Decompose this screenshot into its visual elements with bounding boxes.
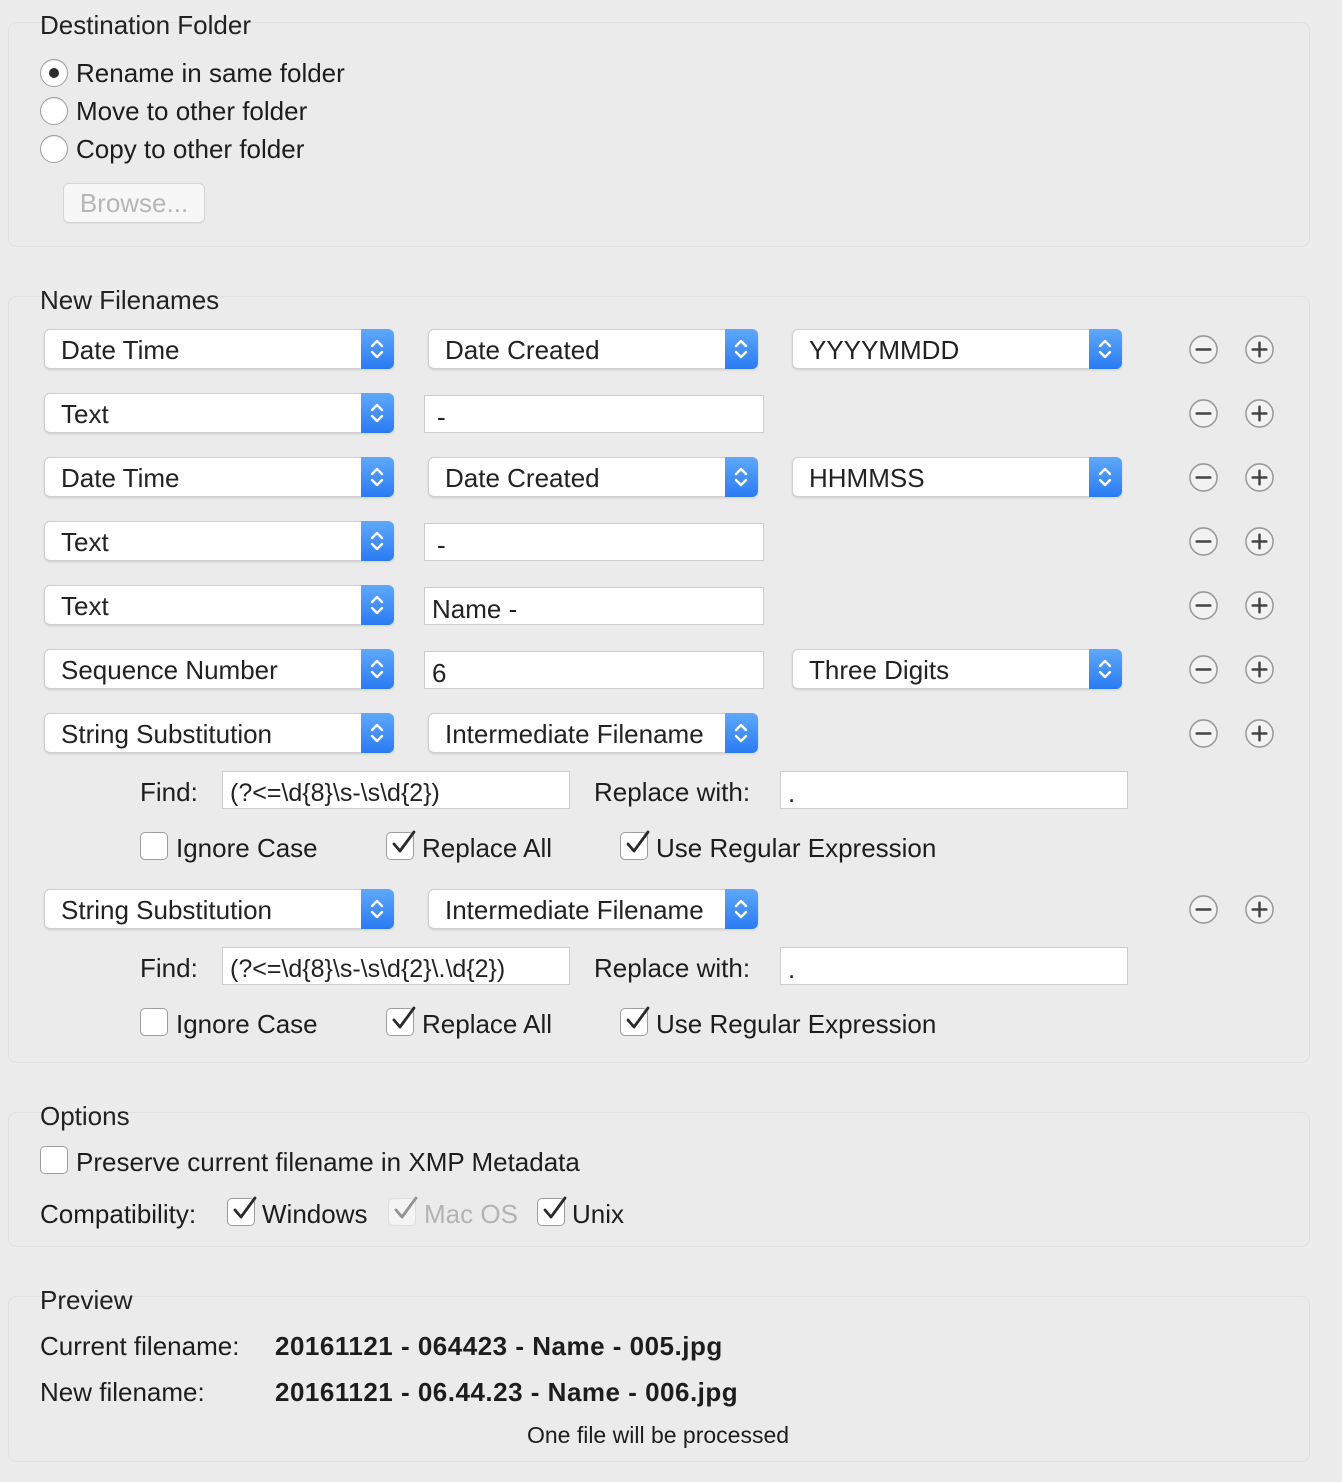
unix-label[interactable]: Unix (572, 1199, 625, 1229)
row8-regex-checkbox[interactable] (620, 1008, 648, 1036)
popup-arrows-icon (725, 889, 758, 929)
checkmark-icon (540, 1195, 568, 1223)
windows-label[interactable]: Windows (262, 1199, 368, 1229)
row7-add-icon[interactable] (1244, 718, 1275, 749)
row5-text-field[interactable]: Name - (424, 587, 764, 625)
popup-arrows-icon (1089, 457, 1122, 497)
checkmark-icon (391, 1195, 419, 1223)
row4-type-popup[interactable] (44, 521, 394, 561)
row5-type-value: Text (61, 591, 109, 621)
preserve-filename-checkbox[interactable] (40, 1146, 68, 1174)
new-filenames-title: New Filenames (40, 285, 220, 315)
row2-remove-icon[interactable] (1188, 398, 1219, 429)
row1-source-value: Date Created (445, 335, 600, 365)
row8-replace-all-label[interactable]: Replace All (422, 1009, 553, 1039)
popup-arrows-icon (361, 457, 394, 497)
popup-arrows-icon (1089, 329, 1122, 369)
row1-source-popup[interactable] (428, 329, 758, 369)
row1-type-value: Date Time (61, 335, 180, 365)
popup-arrows-icon (361, 585, 394, 625)
row8-ignore-case-checkbox[interactable] (140, 1008, 168, 1036)
popup-arrows-icon (361, 713, 394, 753)
row8-target-value: Intermediate Filename (445, 895, 704, 925)
row6-format-value: Three Digits (809, 655, 950, 685)
popup-arrows-icon (361, 329, 394, 369)
row8-replace-label: Replace with: (594, 953, 751, 983)
row7-regex-label[interactable]: Use Regular Expression (656, 833, 937, 863)
windows-checkbox[interactable] (227, 1198, 255, 1226)
copy-other-folder-label[interactable]: Copy to other folder (76, 134, 305, 164)
row8-replace-field[interactable]: . (780, 947, 1128, 985)
row7-type-popup[interactable] (44, 713, 394, 753)
move-other-folder-label[interactable]: Move to other folder (76, 96, 308, 126)
popup-arrows-icon (1089, 649, 1122, 689)
checkmark-icon (623, 1005, 651, 1033)
row3-source-popup[interactable] (428, 457, 758, 497)
row3-type-popup[interactable] (44, 457, 394, 497)
row7-find-label: Find: (140, 777, 198, 807)
row7-remove-icon[interactable] (1188, 718, 1219, 749)
checkmark-icon (389, 1005, 417, 1033)
row6-format-popup[interactable] (792, 649, 1122, 689)
row7-replace-label: Replace with: (594, 777, 751, 807)
row8-add-icon[interactable] (1244, 894, 1275, 925)
row7-ignore-case-checkbox[interactable] (140, 832, 168, 860)
row4-add-icon[interactable] (1244, 526, 1275, 557)
move-other-folder-radio[interactable] (40, 97, 68, 125)
row5-remove-icon[interactable] (1188, 590, 1219, 621)
checkmark-icon (623, 829, 651, 857)
row3-format-popup[interactable] (792, 457, 1122, 497)
row5-type-popup[interactable] (44, 585, 394, 625)
row4-type-value: Text (61, 527, 109, 557)
unix-checkbox[interactable] (537, 1198, 565, 1226)
popup-arrows-icon (725, 713, 758, 753)
popup-arrows-icon (361, 521, 394, 561)
options-title: Options (40, 1101, 130, 1131)
row8-find-field[interactable]: (?<=\d{8}\s-\s\d{2}\.\d{2}) (222, 947, 570, 985)
checkmark-icon (389, 829, 417, 857)
row8-target-popup[interactable] (428, 889, 758, 929)
options-group (8, 1112, 1310, 1247)
row2-add-icon[interactable] (1244, 398, 1275, 429)
macos-checkbox (388, 1198, 416, 1226)
rename-same-folder-radio[interactable] (40, 59, 68, 87)
row1-type-popup[interactable] (44, 329, 394, 369)
row3-remove-icon[interactable] (1188, 462, 1219, 493)
row1-add-icon[interactable] (1244, 334, 1275, 365)
popup-arrows-icon (725, 329, 758, 369)
preserve-filename-label[interactable]: Preserve current filename in XMP Metadata (76, 1147, 580, 1177)
destination-folder-title: Destination Folder (40, 10, 251, 40)
files-processed-status: One file will be processed (526, 1422, 790, 1448)
row5-add-icon[interactable] (1244, 590, 1275, 621)
row8-type-value: String Substitution (61, 895, 273, 925)
row7-replace-all-checkbox[interactable] (386, 832, 414, 860)
row8-ignore-case-label[interactable]: Ignore Case (176, 1009, 318, 1039)
row2-text-field[interactable]: - (424, 395, 764, 433)
row4-text-field[interactable]: - (424, 523, 764, 561)
popup-arrows-icon (361, 649, 394, 689)
row3-source-value: Date Created (445, 463, 600, 493)
current-filename-value: 20161121 - 064423 - Name - 005.jpg (275, 1331, 723, 1361)
row7-replace-all-label[interactable]: Replace All (422, 833, 553, 863)
row2-type-popup[interactable] (44, 393, 394, 433)
row7-find-field[interactable]: (?<=\d{8}\s-\s\d{2}) (222, 771, 570, 809)
row8-type-popup[interactable] (44, 889, 394, 929)
row8-replace-all-checkbox[interactable] (386, 1008, 414, 1036)
row3-add-icon[interactable] (1244, 462, 1275, 493)
row6-add-icon[interactable] (1244, 654, 1275, 685)
row2-type-value: Text (61, 399, 109, 429)
row7-replace-field[interactable]: . (780, 771, 1128, 809)
row1-format-value: YYYYMMDD (809, 335, 960, 365)
row3-type-value: Date Time (61, 463, 180, 493)
new-filename-label: New filename: (40, 1377, 205, 1407)
row6-remove-icon[interactable] (1188, 654, 1219, 685)
row3-format-value: HHMMSS (809, 463, 925, 493)
row7-type-value: String Substitution (61, 719, 273, 749)
row6-start-field[interactable]: 6 (424, 651, 764, 689)
popup-arrows-icon (361, 889, 394, 929)
popup-arrows-icon (361, 393, 394, 433)
row7-target-value: Intermediate Filename (445, 719, 704, 749)
rename-same-folder-label[interactable]: Rename in same folder (76, 58, 345, 88)
checkmark-icon (230, 1195, 258, 1223)
compatibility-label: Compatibility: (40, 1199, 197, 1229)
row7-ignore-case-label[interactable]: Ignore Case (176, 833, 318, 863)
macos-label: Mac OS (424, 1199, 518, 1229)
row1-format-popup[interactable] (792, 329, 1122, 369)
row4-remove-icon[interactable] (1188, 526, 1219, 557)
row8-regex-label[interactable]: Use Regular Expression (656, 1009, 937, 1039)
row8-remove-icon[interactable] (1188, 894, 1219, 925)
browse-button[interactable]: Browse... (63, 183, 205, 223)
row6-type-popup[interactable] (44, 649, 394, 689)
copy-other-folder-radio[interactable] (40, 135, 68, 163)
row6-type-value: Sequence Number (61, 655, 278, 685)
row1-remove-icon[interactable] (1188, 334, 1219, 365)
preview-title: Preview (40, 1285, 133, 1315)
row7-target-popup[interactable] (428, 713, 758, 753)
row8-find-label: Find: (140, 953, 198, 983)
row7-regex-checkbox[interactable] (620, 832, 648, 860)
new-filename-value: 20161121 - 06.44.23 - Name - 006.jpg (275, 1377, 739, 1407)
popup-arrows-icon (725, 457, 758, 497)
current-filename-label: Current filename: (40, 1331, 240, 1361)
